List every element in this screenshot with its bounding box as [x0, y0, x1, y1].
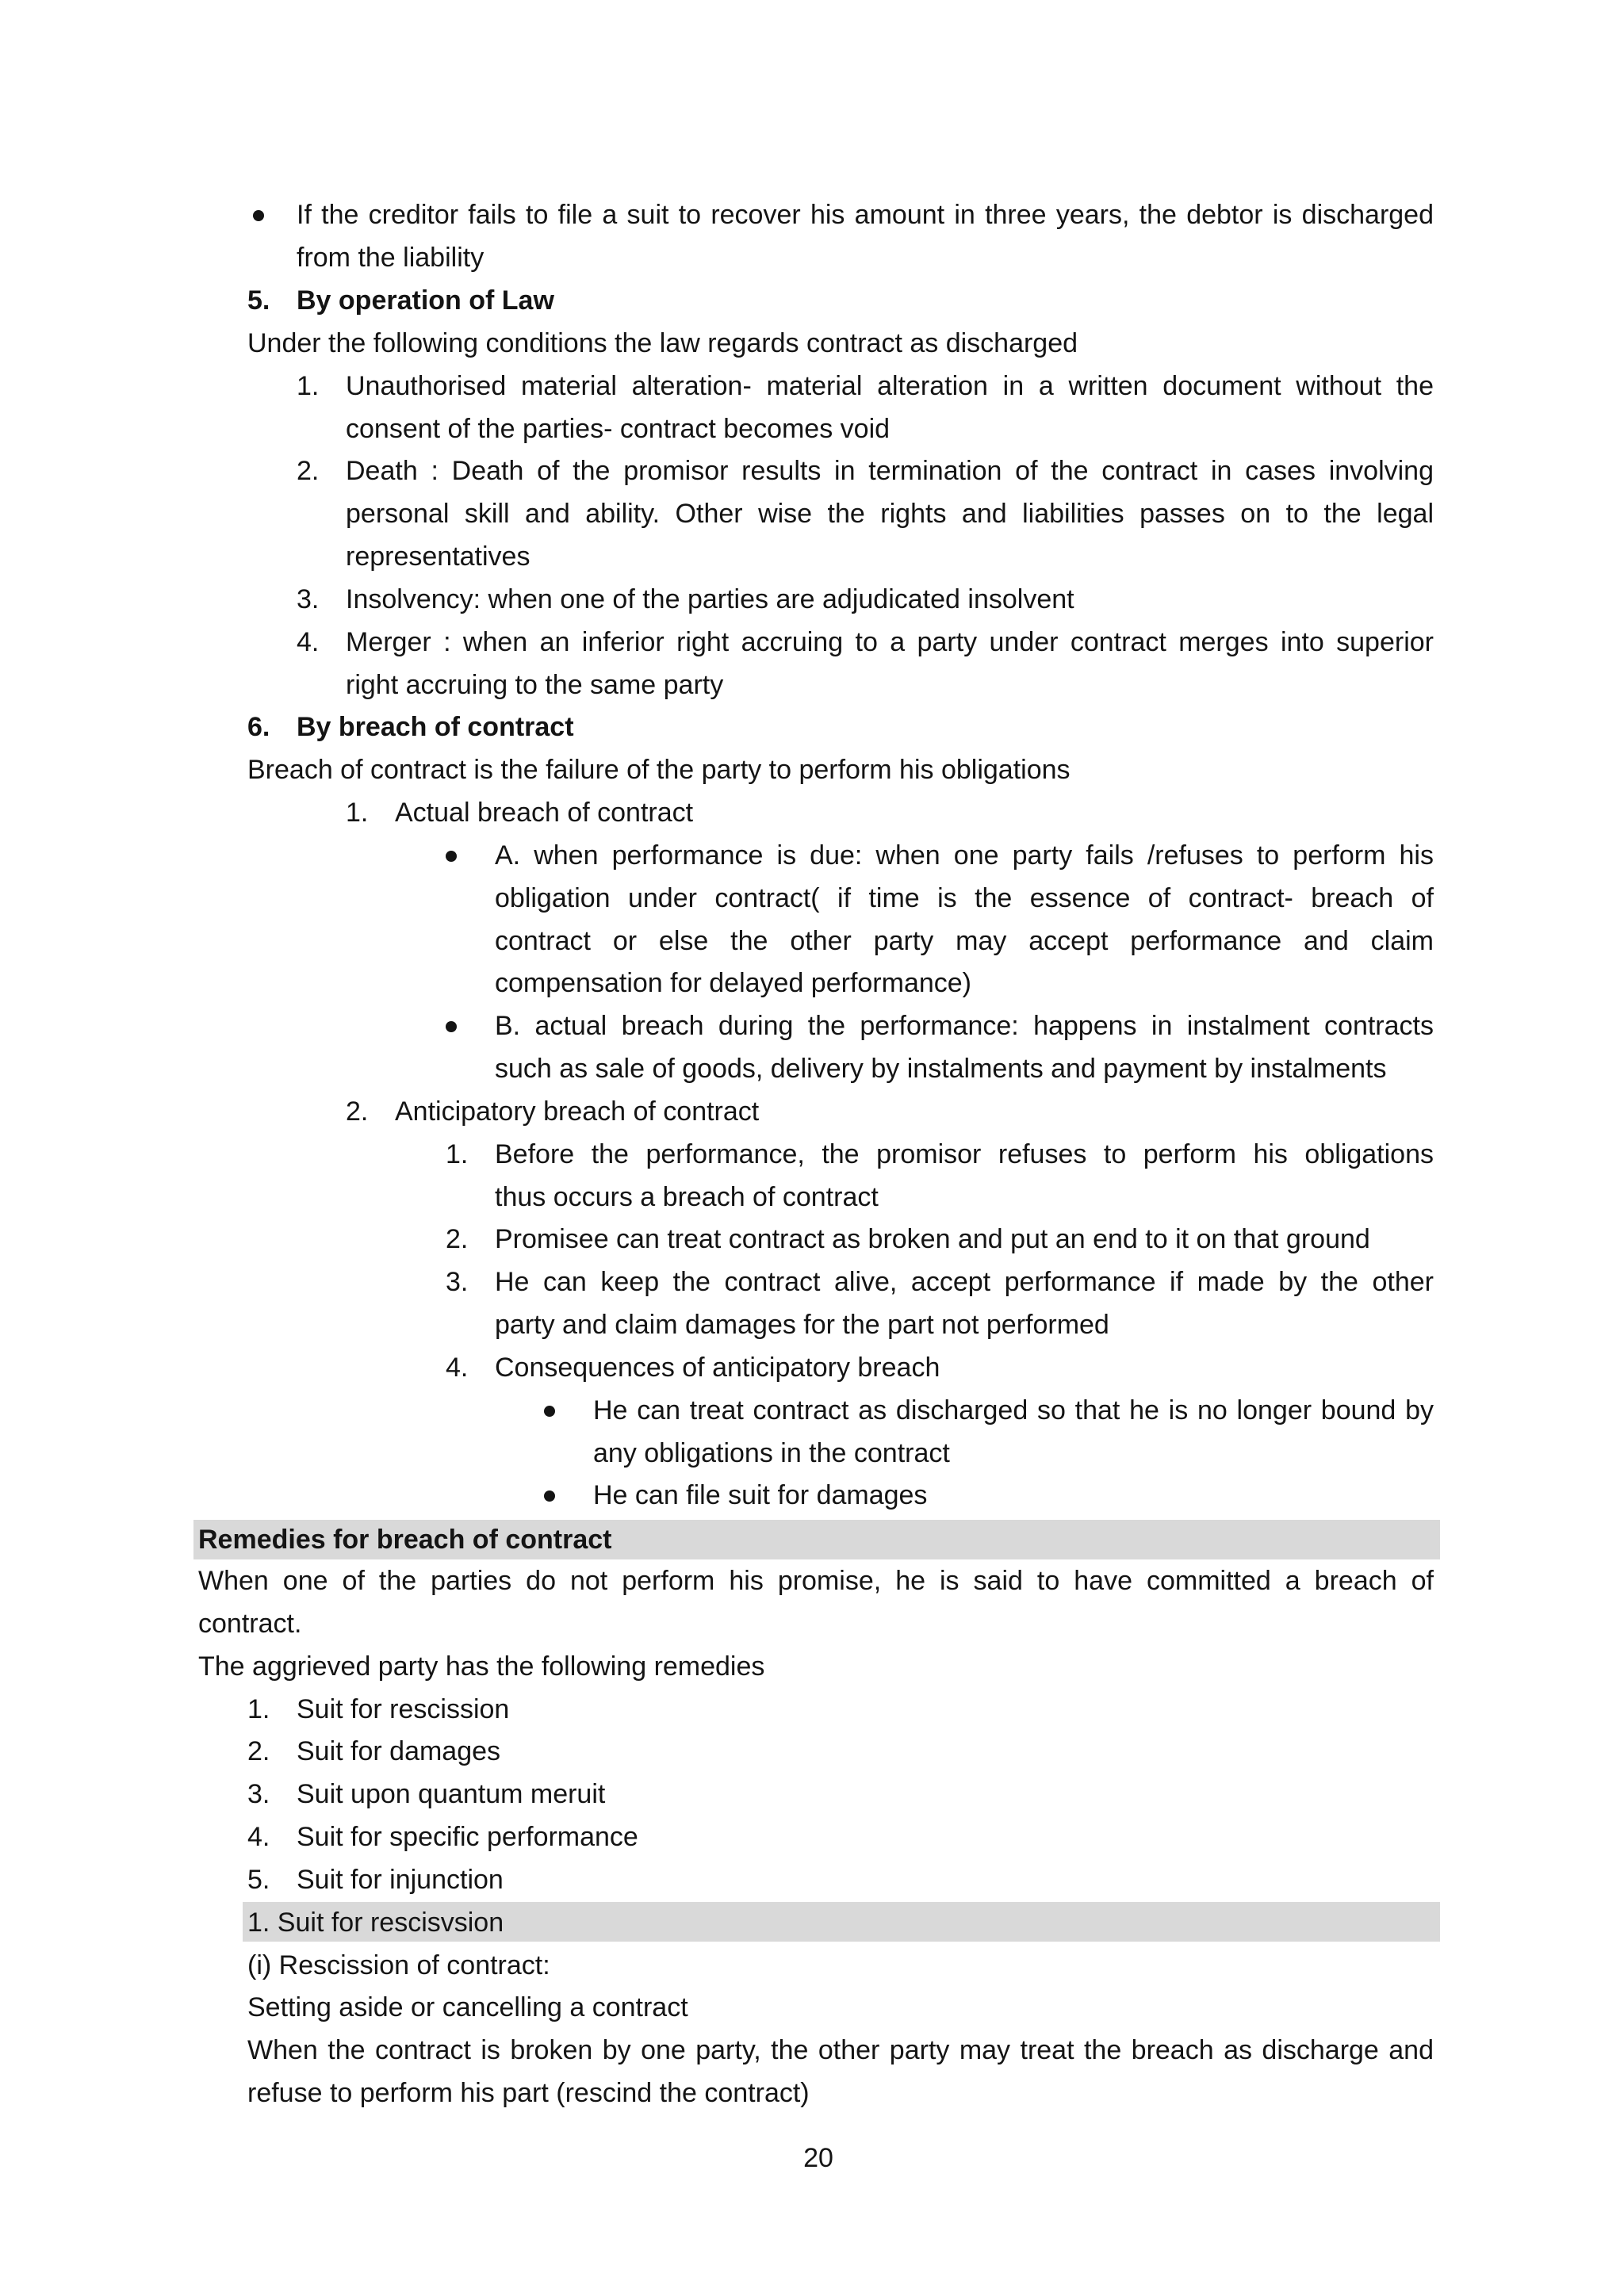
paragraph-line: refuse to perform his part (rescind the contract)	[247, 2078, 810, 2108]
bullet-line: A. when performance is due: when one party fails /refuses to perform his	[495, 840, 1434, 871]
list-item-line: He can keep the contract alive, accept performance if made by the other	[495, 1267, 1434, 1297]
list-number: 2.	[446, 1224, 469, 1254]
list-number: 4.	[247, 1822, 270, 1852]
list-number: 2.	[346, 1096, 369, 1127]
paragraph-line: contract.	[198, 1609, 302, 1639]
paragraph-line: (i) Rescission of contract:	[247, 1950, 550, 1980]
list-item-line: right accruing to the same party	[346, 670, 724, 700]
list-item-line: Unauthorised material alteration- material alteration in a written document without the	[346, 371, 1434, 401]
list-number: 3.	[446, 1267, 469, 1297]
heading-number: 5.	[247, 285, 270, 316]
list-item-line: Anticipatory breach of contract	[395, 1096, 760, 1127]
list-item-line: Suit for damages	[297, 1736, 501, 1766]
list-item-line: representatives	[346, 541, 530, 572]
text-line: from the liability	[297, 243, 485, 273]
list-item-line: Suit upon quantum meruit	[297, 1779, 606, 1809]
list-number: 1.	[346, 798, 369, 828]
list-number: 3.	[297, 584, 320, 614]
paragraph-line: When one of the parties do not perform his promise, he is said to have committed a breach of	[198, 1566, 1434, 1596]
section-heading: Remedies for breach of contract	[198, 1525, 612, 1555]
list-item-line: Consequences of anticipatory breach	[495, 1353, 940, 1383]
section-heading: By operation of Law	[297, 285, 554, 316]
list-item-line: consent of the parties- contract becomes void	[346, 414, 891, 444]
section-heading: By breach of contract	[297, 712, 574, 742]
bullet-dot	[544, 1490, 555, 1502]
bullet-line: He can file suit for damages	[593, 1480, 928, 1510]
list-number: 2.	[247, 1736, 270, 1766]
subsection-heading: 1. Suit for rescisvsion	[247, 1908, 504, 1938]
page-number: 20	[803, 2143, 833, 2173]
bullet-dot	[544, 1406, 555, 1417]
bullet-line: B. actual breach during the performance: happens in instalment contracts	[495, 1011, 1434, 1041]
list-item-line: Insolvency: when one of the parties are adjudicated insolvent	[346, 584, 1074, 614]
list-item-line: Merger : when an inferior right accruing to a party under contract merges into superior	[346, 627, 1434, 657]
list-item-line: Before the performance, the promisor refuses to perform his obligations	[495, 1139, 1434, 1169]
list-number: 2.	[297, 456, 320, 486]
bullet-line: such as sale of goods, delivery by instalments and payment by instalments	[495, 1054, 1387, 1084]
paragraph-line: Breach of contract is the failure of the party to perform his obligations	[247, 755, 1071, 785]
list-item-line: Suit for specific performance	[297, 1822, 638, 1852]
bullet-line: He can treat contract as discharged so that he is no longer bound by	[593, 1395, 1434, 1425]
list-item-line: Death : Death of the promisor results in termination of the contract in cases involving	[346, 456, 1434, 486]
list-item-line: thus occurs a breach of contract	[495, 1182, 879, 1212]
text-line: If the creditor fails to file a suit to recover his amount in three years, the debtor is discharged	[297, 200, 1434, 230]
list-number: 5.	[247, 1865, 270, 1895]
bullet-line: any obligations in the contract	[593, 1438, 950, 1468]
heading-number: 6.	[247, 712, 270, 742]
list-number: 1.	[446, 1139, 469, 1169]
paragraph-line: When the contract is broken by one party, the other party may treat the breach as discharge and	[247, 2035, 1434, 2065]
bullet-dot	[446, 1021, 457, 1032]
list-number: 4.	[446, 1353, 469, 1383]
paragraph-line: Under the following conditions the law regards contract as discharged	[247, 328, 1078, 358]
paragraph-line: Setting aside or cancelling a contract	[247, 1992, 688, 2022]
bullet-dot	[253, 210, 264, 221]
bullet-line: compensation for delayed performance)	[495, 968, 971, 998]
list-item-line: Suit for injunction	[297, 1865, 504, 1895]
bullet-line: obligation under contract( if time is the essence of contract- breach of	[495, 883, 1434, 913]
list-item-line: Actual breach of contract	[395, 798, 694, 828]
list-item-line: personal skill and ability. Other wise the rights and liabilities passes on to the legal	[346, 499, 1434, 529]
list-number: 1.	[297, 371, 320, 401]
bullet-line: contract or else the other party may accept performance and claim	[495, 926, 1434, 956]
list-item-line: party and claim damages for the part not performed	[495, 1310, 1109, 1340]
list-item-line: Promisee can treat contract as broken and put an end to it on that ground	[495, 1224, 1370, 1254]
bullet-dot	[446, 851, 457, 862]
list-number: 3.	[247, 1779, 270, 1809]
list-item-line: Suit for rescission	[297, 1694, 510, 1724]
paragraph-line: The aggrieved party has the following remedies	[198, 1651, 765, 1682]
list-number: 1.	[247, 1694, 270, 1724]
list-number: 4.	[297, 627, 320, 657]
